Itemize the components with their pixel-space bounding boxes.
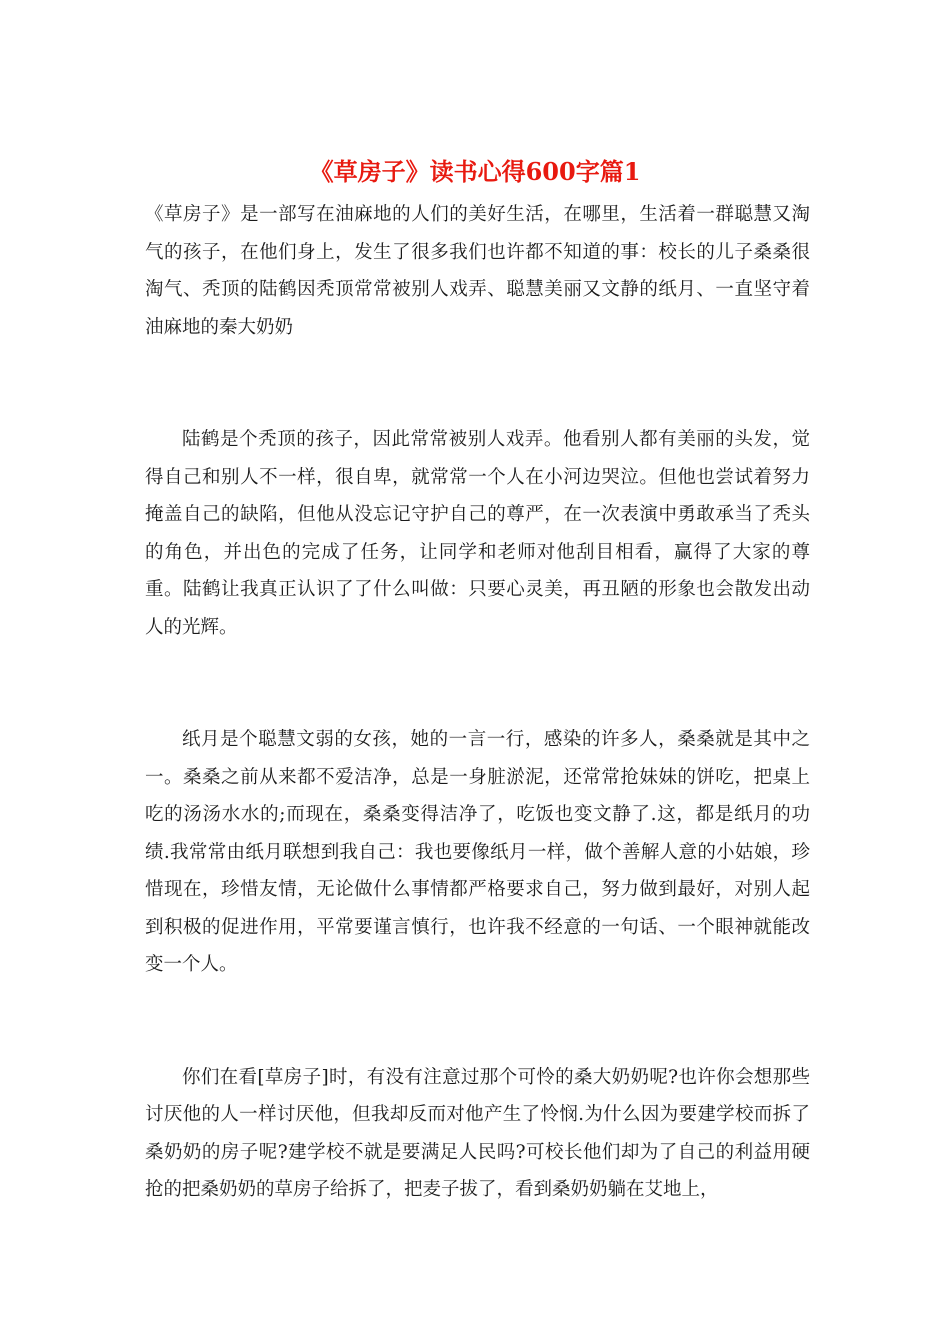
paragraph-zhiyue: 纸月是个聪慧文弱的女孩，她的一言一行，感染的许多人，桑桑就是其中之一。桑桑之前从来都不爱洁净，总是一身脏淤泥，还常常抢妹妹的饼吃，把桌上吃的汤汤水水的;而现在，桑桑变得洁净了，吃饭也变文静了.这，都是纸月的功绩.我常常由纸月联想到我自己：我也要像纸月一样，做个善解人意的小姑娘，珍惜现在，珍惜友情，无论做什么事情都严格要求自己，努力做到最好，对别人起到积极的促进作用，平常要谨言慎行，也许我不经意的一句话、一个眼神就能改变一个人。 — [145, 729, 810, 975]
paragraph-spacer — [145, 346, 810, 421]
paragraph-spacer — [145, 984, 810, 1059]
paragraph-intro: 《草房子》是一部写在油麻地的人们的美好生活，在哪里，生活着一群聪慧又淘气的孩子，在他们身上，发生了很多我们也许都不知道的事：校长的儿子桑桑很淘气、秃顶的陆鹤因秃顶常常被别人戏弄、聪慧美丽又文静的纸月、一直坚守着油麻地的秦大奶奶 — [145, 204, 810, 338]
paragraph-luhe: 陆鹤是个秃顶的孩子，因此常常被别人戏弄。他看别人都有美丽的头发，觉得自己和别人不一样，很自卑，就常常一个人在小河边哭泣。但他也尝试着努力掩盖自己的缺陷，但他从没忘记守护自己的尊严，在一次表演中勇敢承当了秃头的角色，并出色的完成了任务，让同学和老师对他刮目相看，赢得了大家的尊重。陆鹤让我真正认识了了什么叫做：只要心灵美，再丑陋的形象也会散发出动人的光辉。 — [145, 429, 810, 638]
document-title: 《草房子》读书心得600字篇1 — [309, 157, 641, 186]
document-body — [145, 196, 810, 1209]
paragraph-grandma: 你们在看[草房子]时，有没有注意过那个可怜的桑大奶奶呢?也许你会想那些讨厌他的人一样讨厌他，但我却反而对他产生了怜悯.为什么因为要建学校而拆了桑奶奶的房子呢?建学校不就是要满足人民吗?可校长他们却为了自己的利益用硬抢的把桑奶奶的草房子给拆了，把麦子拔了，看到桑奶奶躺在艾地上， — [145, 1066, 810, 1200]
paragraph-spacer — [145, 646, 810, 721]
